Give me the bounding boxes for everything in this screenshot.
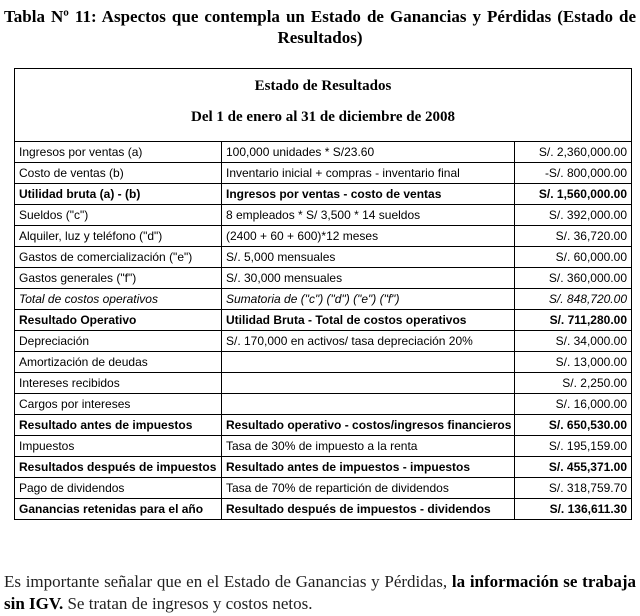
- row-concept: Utilidad bruta (a) - (b): [15, 184, 222, 205]
- row-detail: Resultado después de impuestos - dividendos: [222, 499, 515, 520]
- footer-text-1: Es importante señalar que en el Estado de Ganancias y Pérdidas,: [4, 572, 452, 591]
- table-row: [15, 331, 632, 352]
- row-concept: Gastos de comercialización ("e"): [15, 247, 222, 268]
- row-concept: Resultados después de impuestos: [15, 457, 222, 478]
- row-concept: Amortización de deudas: [15, 352, 222, 373]
- row-detail: Resultado operativo - costos/ingresos financieros: [222, 415, 515, 436]
- row-concept: Depreciación: [15, 331, 222, 352]
- row-detail: 100,000 unidades * S/23.60: [222, 142, 515, 163]
- row-concept: Impuestos: [15, 436, 222, 457]
- footer-paragraph: [4, 571, 636, 615]
- footer-line-1: [4, 571, 636, 593]
- footer-text-2: Se tratan de ingresos y costos netos.: [63, 594, 313, 613]
- row-detail: [222, 394, 515, 415]
- table-row: [15, 163, 632, 184]
- table-caption: [4, 6, 636, 48]
- row-amount: S/. 13,000.00: [515, 352, 632, 373]
- table-row: [15, 184, 632, 205]
- table-row: [15, 394, 632, 415]
- table-header: [14, 68, 632, 141]
- row-amount: S/. 318,759.70: [515, 478, 632, 499]
- statement-rows: [14, 141, 632, 520]
- row-concept: Costo de ventas (b): [15, 163, 222, 184]
- row-detail: Sumatoria de ("c") ("d") ("e") ("f"): [222, 289, 515, 310]
- row-detail: Inventario inicial + compras - inventario final: [222, 163, 515, 184]
- table-row: [15, 457, 632, 478]
- row-concept: Sueldos ("c"): [15, 205, 222, 226]
- row-concept: Resultado Operativo: [15, 310, 222, 331]
- row-detail: Tasa de 70% de repartición de dividendos: [222, 478, 515, 499]
- row-amount: S/. 711,280.00: [515, 310, 632, 331]
- row-amount: S/. 195,159.00: [515, 436, 632, 457]
- row-amount: S/. 36,720.00: [515, 226, 632, 247]
- caption-line-2: Resultados): [277, 28, 363, 47]
- row-concept: Intereses recibidos: [15, 373, 222, 394]
- row-detail: 8 empleados * S/ 3,500 * 14 sueldos: [222, 205, 515, 226]
- row-amount: S/. 16,000.00: [515, 394, 632, 415]
- row-amount: S/. 650,530.00: [515, 415, 632, 436]
- row-detail: S/. 5,000 mensuales: [222, 247, 515, 268]
- row-concept: Cargos por intereses: [15, 394, 222, 415]
- table-row: [15, 205, 632, 226]
- table-title: Estado de Resultados: [254, 78, 392, 94]
- table-row: [15, 436, 632, 457]
- row-amount: S/. 455,371.00: [515, 457, 632, 478]
- table-row: [15, 352, 632, 373]
- row-amount: S/. 60,000.00: [515, 247, 632, 268]
- row-detail: Utilidad Bruta - Total de costos operativos: [222, 310, 515, 331]
- row-amount: S/. 136,611.30: [515, 499, 632, 520]
- footer-bold-1: la información se trabaja: [451, 572, 637, 591]
- row-amount: S/. 2,360,000.00: [515, 142, 632, 163]
- table-row: [15, 478, 632, 499]
- row-detail: [222, 352, 515, 373]
- row-concept: Ingresos por ventas (a): [15, 142, 222, 163]
- table-row: [15, 142, 632, 163]
- row-detail: (2400 + 60 + 600)*12 meses: [222, 226, 515, 247]
- row-detail: Tasa de 30% de impuesto a la renta: [222, 436, 515, 457]
- row-amount: S/. 1,560,000.00: [515, 184, 632, 205]
- row-concept: Pago de dividendos: [15, 478, 222, 499]
- caption-line-1: Tabla Nº 11: Aspectos que contempla un Estado de Ganancias y Pérdidas (Estado de: [4, 7, 636, 26]
- row-detail: [222, 373, 515, 394]
- row-concept: Alquiler, luz y teléfono ("d"): [15, 226, 222, 247]
- row-concept: Total de costos operativos: [15, 289, 222, 310]
- table-row: [15, 247, 632, 268]
- table-row: [15, 373, 632, 394]
- row-concept: Ganancias retenidas para el año: [15, 499, 222, 520]
- footer-line-2: [4, 594, 313, 613]
- row-detail: Ingresos por ventas - costo de ventas: [222, 184, 515, 205]
- income-statement-table: [14, 68, 632, 520]
- row-detail: Resultado antes de impuestos - impuestos: [222, 457, 515, 478]
- table-row: [15, 226, 632, 247]
- table-row: [15, 499, 632, 520]
- row-detail: S/. 170,000 en activos/ tasa depreciación 20%: [222, 331, 515, 352]
- row-amount: S/. 2,250.00: [515, 373, 632, 394]
- table-row: [15, 415, 632, 436]
- table-row: [15, 268, 632, 289]
- table-row: [15, 310, 632, 331]
- footer-bold-2: sin IGV.: [4, 594, 64, 613]
- row-amount: S/. 848,720.00: [515, 289, 632, 310]
- row-concept: Resultado antes de impuestos: [15, 415, 222, 436]
- row-concept: Gastos generales ("f"): [15, 268, 222, 289]
- row-amount: S/. 360,000.00: [515, 268, 632, 289]
- row-amount: S/. 392,000.00: [515, 205, 632, 226]
- row-amount: S/. 34,000.00: [515, 331, 632, 352]
- row-amount: -S/. 800,000.00: [515, 163, 632, 184]
- row-detail: S/. 30,000 mensuales: [222, 268, 515, 289]
- table-period: Del 1 de enero al 31 de diciembre de 2008: [191, 109, 455, 125]
- table-row: [15, 289, 632, 310]
